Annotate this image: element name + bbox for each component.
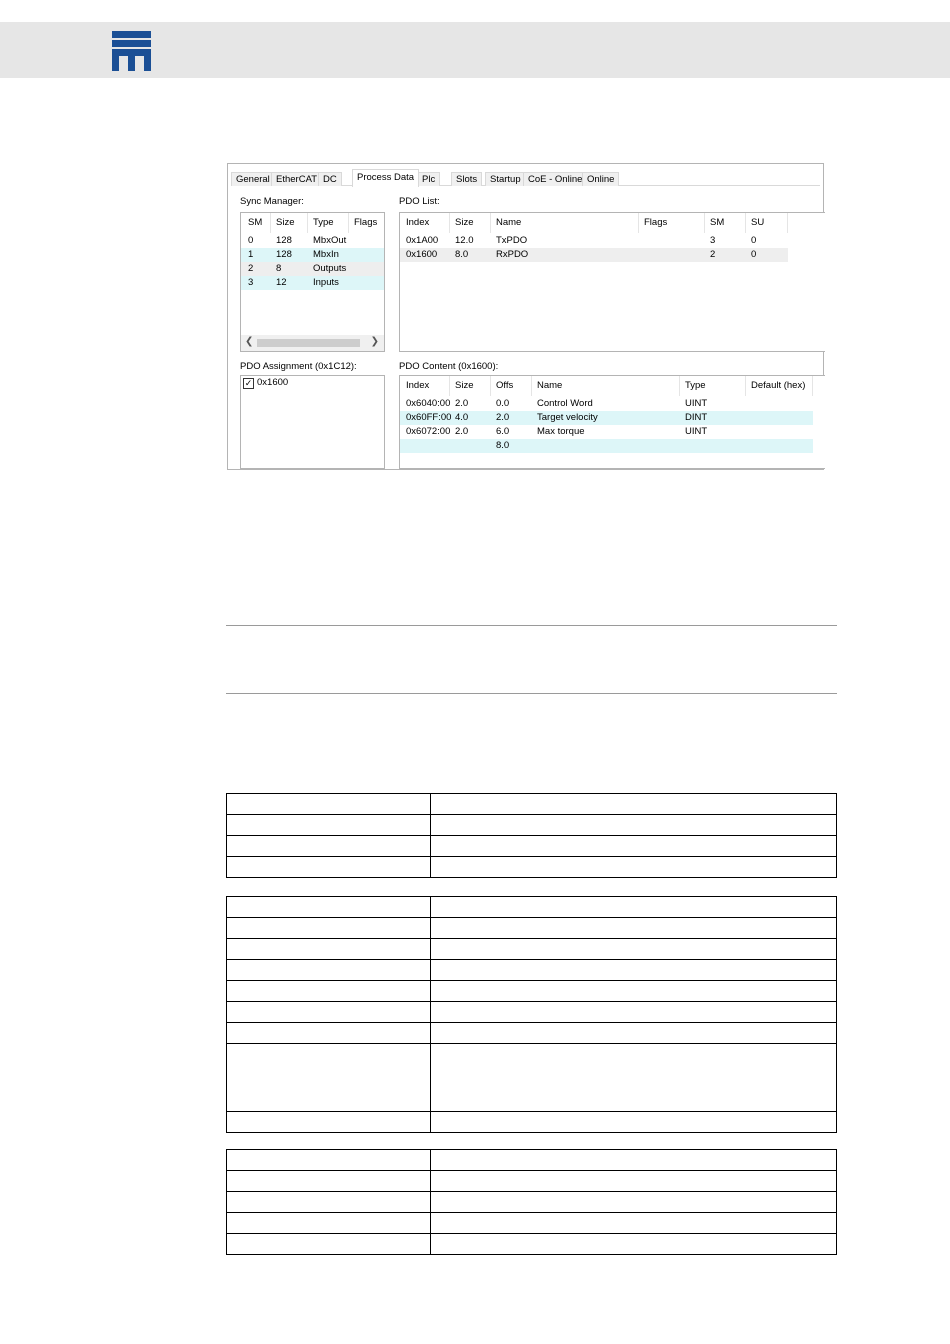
table-row bbox=[227, 1171, 837, 1192]
list-item[interactable]: 3 12 Inputs bbox=[241, 276, 384, 290]
tab-online[interactable]: Online bbox=[582, 172, 619, 186]
divider-line bbox=[226, 625, 837, 626]
table-row bbox=[227, 1150, 837, 1171]
column-header[interactable]: Index bbox=[406, 217, 430, 228]
list-item[interactable]: 0 128 MbxOut bbox=[248, 235, 347, 246]
column-header[interactable]: Type bbox=[313, 217, 334, 228]
list-item-selected[interactable]: 2 8 Outputs bbox=[241, 262, 384, 276]
table-row bbox=[227, 939, 837, 960]
tab-coe-online[interactable]: CoE - Online bbox=[523, 172, 587, 186]
tab-slots[interactable]: Slots bbox=[451, 172, 482, 186]
pdo-assignment-label: PDO Assignment (0x1C12): bbox=[240, 361, 357, 372]
sync-manager-header bbox=[241, 213, 384, 233]
list-item[interactable]: 0x6040:00 2.0 0.0 Control Word UINT bbox=[406, 398, 708, 409]
column-header[interactable]: SM bbox=[710, 217, 725, 228]
sync-manager-label: Sync Manager: bbox=[240, 196, 304, 207]
column-header[interactable]: SU bbox=[751, 217, 765, 228]
column-header[interactable]: Offs bbox=[496, 380, 514, 391]
list-item[interactable]: 0x6072:00 2.0 6.0 Max torque UINT bbox=[406, 426, 708, 437]
pdo-list-header bbox=[400, 213, 825, 233]
table-row bbox=[227, 897, 837, 918]
column-header[interactable]: Type bbox=[685, 380, 706, 391]
table-row bbox=[227, 1234, 837, 1255]
tab-bar bbox=[231, 170, 820, 186]
tab-plc[interactable]: Plc bbox=[417, 172, 440, 186]
table-row bbox=[227, 794, 837, 815]
column-header[interactable]: Index bbox=[406, 380, 430, 391]
column-header[interactable]: Name bbox=[537, 380, 563, 391]
checkbox-checked-icon[interactable]: ✓ bbox=[244, 378, 253, 388]
table-row bbox=[227, 1002, 837, 1023]
divider-line bbox=[226, 693, 837, 694]
pdo-assignment-list[interactable] bbox=[240, 375, 385, 469]
table-row bbox=[227, 1112, 837, 1133]
column-header[interactable]: Size bbox=[455, 380, 474, 391]
column-header[interactable]: Flags bbox=[354, 217, 378, 228]
scroll-left-icon[interactable]: ❮ bbox=[245, 336, 254, 347]
company-logo-icon bbox=[112, 31, 151, 71]
table-row bbox=[227, 1192, 837, 1213]
list-item[interactable]: 1 128 MbxIn bbox=[241, 248, 384, 262]
column-header[interactable]: Flags bbox=[644, 217, 668, 228]
table-row bbox=[227, 1044, 837, 1112]
column-header[interactable]: SM bbox=[248, 217, 263, 228]
table-row bbox=[227, 815, 837, 836]
table-row bbox=[227, 1023, 837, 1044]
column-header[interactable]: Default (hex) bbox=[751, 380, 806, 391]
list-item[interactable]: 0x1A00 12.0 TxPDO 3 0 bbox=[406, 235, 757, 246]
pdo-assignment-item[interactable]: 0x1600 bbox=[257, 377, 289, 388]
column-header[interactable]: Name bbox=[496, 217, 522, 228]
list-item[interactable]: 0x60FF:00 4.0 2.0 Target velocity DINT bbox=[400, 411, 813, 425]
process-data-screenshot bbox=[227, 163, 824, 470]
table-3 bbox=[226, 1149, 837, 1255]
tab-general[interactable]: General bbox=[231, 172, 275, 186]
table-row bbox=[227, 981, 837, 1002]
column-header[interactable]: Size bbox=[276, 217, 295, 228]
tab-ethercat[interactable]: EtherCAT bbox=[271, 172, 322, 186]
list-item-total[interactable]: 8.0 bbox=[400, 439, 813, 453]
horizontal-scrollbar[interactable] bbox=[241, 335, 384, 351]
table-row bbox=[227, 857, 837, 878]
list-item-selected[interactable]: 0x1600 8.0 RxPDO 2 0 bbox=[400, 248, 788, 262]
table-row bbox=[227, 1213, 837, 1234]
tab-process-data[interactable]: Process Data bbox=[352, 169, 419, 187]
tab-dc[interactable]: DC bbox=[318, 172, 342, 186]
table-row bbox=[227, 960, 837, 981]
column-header[interactable]: Size bbox=[455, 217, 474, 228]
pdo-content-label: PDO Content (0x1600): bbox=[399, 361, 499, 372]
table-2 bbox=[226, 896, 837, 1133]
pdo-list-label: PDO List: bbox=[399, 196, 440, 207]
table-row bbox=[227, 918, 837, 939]
table-row bbox=[227, 836, 837, 857]
scroll-thumb[interactable] bbox=[257, 339, 360, 347]
pdo-content-list[interactable] bbox=[399, 375, 825, 469]
scroll-right-icon[interactable]: ❯ bbox=[370, 336, 379, 347]
sync-manager-list[interactable] bbox=[240, 212, 385, 352]
pdo-list[interactable] bbox=[399, 212, 825, 352]
table-1 bbox=[226, 793, 837, 878]
tab-startup[interactable]: Startup bbox=[485, 172, 526, 186]
pdo-content-header bbox=[400, 376, 825, 396]
